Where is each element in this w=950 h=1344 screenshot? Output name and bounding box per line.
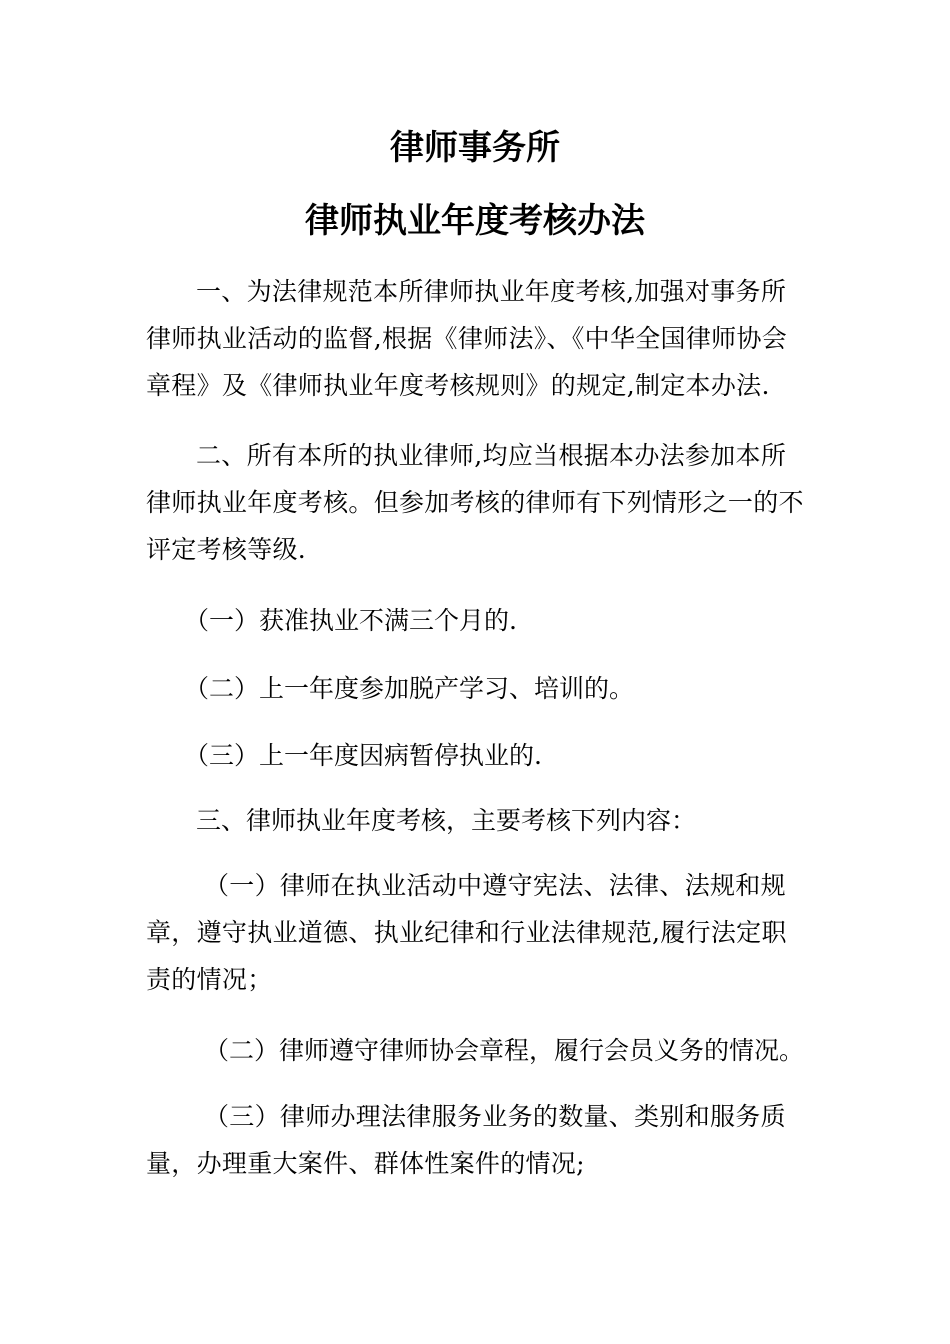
paragraph-2: 二、所有本所的执业律师,均应当根据本办法参加本所律师执业年度考核。但参加考核的律师有下列情形之一的不评定考核等级.: [146, 441, 804, 564]
paragraph-2-item-1: （一）获准执业不满三个月的.: [184, 606, 517, 635]
paragraph-1: 一、为法律规范本所律师执业年度考核,加强对事务所律师执业活动的监督,根据《律师法》、《中华全国律师协会章程》及《律师执业年度考核规则》的规定,制定本办法.: [146, 277, 788, 400]
paragraph-3: 三、律师执业年度考核，主要考核下列内容：: [196, 806, 697, 835]
paragraph-3-item-1: （一）律师在执业活动中遵守宪法、法律、法规和规章，遵守执业道德、执业纪律和行业法律规范,履行法定职责的情况；: [146, 871, 787, 994]
document-title-line1: 律师事务所: [390, 128, 560, 168]
paragraph-2-item-2: （二）上一年度参加脱产学习、培训的。: [184, 674, 635, 703]
paragraph-3-item-2: （二）律师遵守律师协会章程，履行会员义务的情况。: [204, 1036, 805, 1065]
document-title-line2: 律师执业年度考核办法: [305, 201, 645, 241]
paragraph-2-item-3: （三）上一年度因病暂停执业的.: [184, 741, 542, 770]
paragraph-3-item-3: （三）律师办理法律服务业务的数量、类别和服务质量，办理重大案件、群体性案件的情况;: [146, 1102, 786, 1178]
